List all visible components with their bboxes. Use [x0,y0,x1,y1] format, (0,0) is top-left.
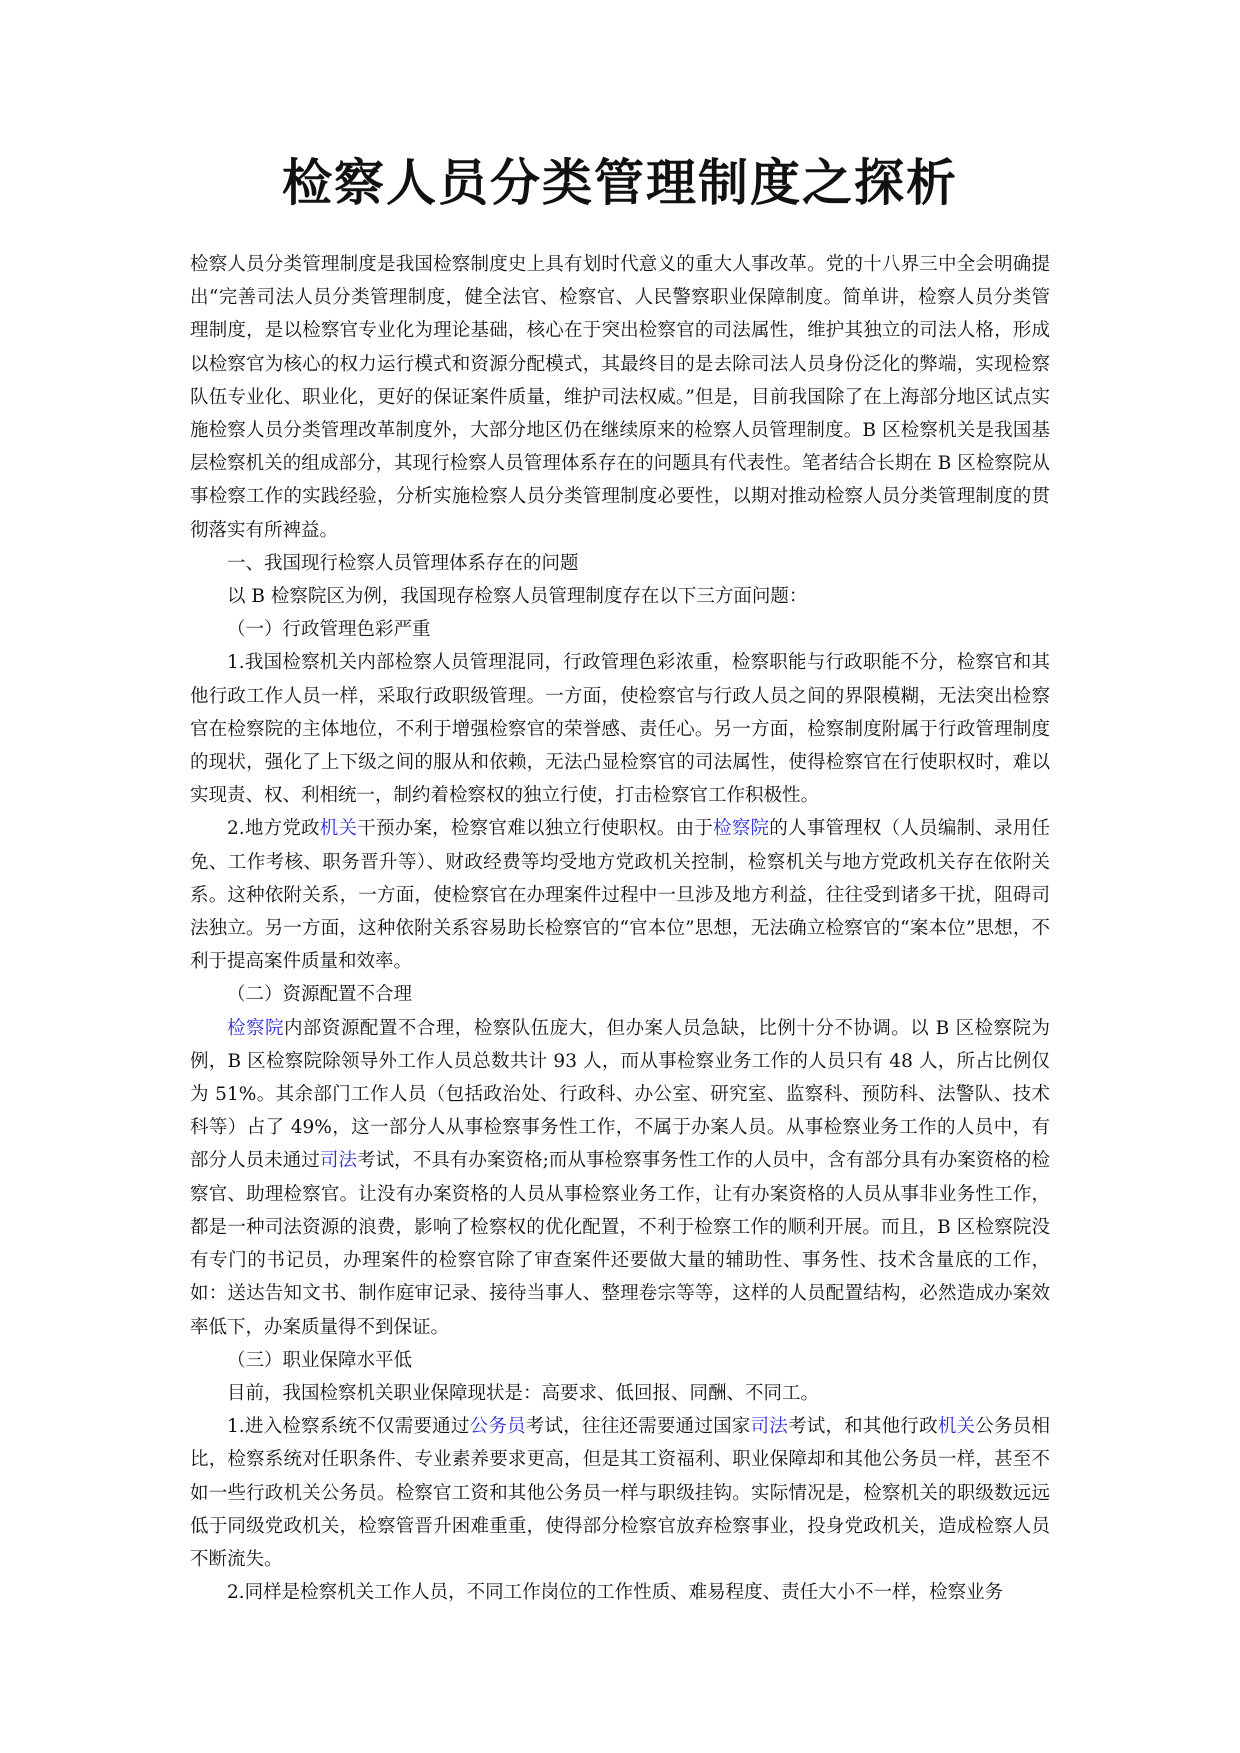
text-run: （三）职业保障水平低 [227,1349,413,1371]
paragraph [190,580,1050,613]
text-run: 2.地方党政 [227,818,320,840]
paragraph [190,646,1050,812]
text-run: 考试，不具有办案资格;而从事检察事务性工作的人员中，含有部分具有办案资格的检察官、助理检察官。让没有办案资格的人员从事检察业务工作，让有办案资格的人员从事非业务性工作，都是一种司法资源的浪费，影响了检察权的优化配置，不利于检察工作的顺利开展。而且，B 区检察院没有专门的书记员，办理案件的检察官除了审查案件还要做大量的辅助性、事务性、技术含量底的工作，如：送达告知文书、制作庭审记录、接待当事人、整理卷宗等等，这样的人员配置结构，必然造成办案效率低下，办案质量得不到保证。 [190,1150,1050,1338]
text-run: 2.同样是检察机关工作人员，不同工作岗位的工作性质、难易程度、责任大小不一样，检察业务 [227,1582,1004,1604]
text-run: 考试，往往还需要通过国家 [525,1416,751,1438]
text-run: 一、我国现行检察人员管理体系存在的问题 [227,552,579,574]
paragraph [190,1576,1050,1609]
document-title: 检察人员分类管理制度之探析 [282,153,958,212]
inline-link[interactable]: 检察院 [227,1017,284,1039]
paragraph [190,1410,1050,1576]
subsection-heading [190,1344,1050,1377]
text-run: （一）行政管理色彩严重 [227,619,431,641]
text-run: 1.我国检察机关内部检察人员管理混同，行政管理色彩浓重，检察职能与行政职能不分，检察官和其他行政工作人员一样，采取行政职级管理。一方面，使检察官与行政人员之间的界限模糊，无法突出检察官在检察院的主体地位，不利于增强检察官的荣誉感、责任心。另一方面，检察制度附属于行政管理制度的现状，强化了上下级之间的服从和依赖，无法凸显检察官的司法属性，使得检察官在行使职权时，难以实现责、权、利相统一，制约着检察权的独立行使，打击检察官工作积极性。 [190,652,1050,807]
text-run: （二）资源配置不合理 [227,984,413,1006]
inline-link[interactable]: 检察院 [713,818,770,840]
subsection-heading [190,613,1050,646]
inline-link[interactable]: 机关 [319,818,358,840]
subsection-heading [190,978,1050,1011]
paragraph [190,248,1050,547]
text-run: 的人事管理权（人员编制、录用任免、工作考核、职务晋升等）、财政经费等均受地方党政机关控制，检察机关与地方党政机关存在依附关系。这种依附关系，一方面，使检察官在办理案件过程中一旦涉及地方利益，往往受到诸多干扰，阻碍司法独立。另一方面，这种依附关系容易助长检察官的“官本位”思想，无法确立检察官的“案本位”思想，不利于提高案件质量和效率。 [190,818,1050,973]
text-run: 以 B 检察院区为例，我国现存检察人员管理制度存在以下三方面问题： [227,586,808,608]
text-run: 公务员相比，检察系统对任职条件、专业素养要求更高，但是其工资福利、职业保障却和其他公务员一样，甚至不如一些行政机关公务员。检察官工资和其他公务员一样与职级挂钩。实际情况是，检察机关的职级数远远低于同级党政机关，检察管晋升困难重重，使得部分检察官放弃检察事业，投身党政机关，造成检察人员不断流失。 [190,1416,1050,1570]
inline-link[interactable]: 机关 [937,1416,976,1438]
paragraph [190,812,1050,978]
text-run: 考试，和其他行政 [788,1416,938,1438]
inline-link[interactable]: 司法 [319,1150,358,1172]
paragraph [190,1377,1050,1410]
text-run: 内部资源配置不合理，检察队伍庞大，但办案人员急缺，比例十分不协调。以 B 区检察院为例，B 区检察院除领导外工作人员总数共计 93 人，而从事检察业务工作的人员只有 48 人，所占比例仅为 51%。其余部门工作人员（包括政治处、行政科、办公室、研究室、监察科、预防科、法警队、技术科等）占了 49%，这一部分人从事检察事务性工作，不属于办案人员。从事检察业务工作的人员中，有部分人员未通过 [190,1017,1050,1172]
text-run: 检察人员分类管理制度是我国检察制度史上具有划时代意义的重大人事改革。党的十八界三中全会明确提出“完善司法人员分类管理制度，健全法官、检察官、人民警察职业保障制度。简单讲，检察人员分类管理制度，是以检察官专业化为理论基础，核心在于突出检察官的司法属性，维护其独立的司法人格，形成以检察官为核心的权力运行模式和资源分配模式，其最终目的是去除司法人员身份泛化的弊端，实现检察队伍专业化、职业化，更好的保证案件质量，维护司法权威。”但是，目前我国除了在上海部分地区试点实施检察人员分类管理改革制度外，大部分地区仍在继续原来的检察人员管理制度。B 区检察机关是我国基层检察机关的组成部分，其现行检察人员管理体系存在的问题具有代表性。笔者结合长期在 B 区检察院从事检察工作的实践经验，分析实施检察人员分类管理制度必要性，以期对推动检察人员分类管理制度的贯彻落实有所裨益。 [190,254,1050,541]
section-heading [190,547,1050,580]
inline-link[interactable]: 公务员 [469,1416,526,1438]
text-run: 1.进入检察系统不仅需要通过 [227,1416,470,1438]
paragraph [190,1012,1050,1344]
text-run: 干预办案，检察官难以独立行使职权。由于 [357,818,714,840]
document-body [190,248,1050,1609]
inline-link[interactable]: 司法 [750,1416,788,1438]
text-run: 目前，我国检察机关职业保障现状是：高要求、低回报、同酬、不同工。 [227,1382,820,1404]
